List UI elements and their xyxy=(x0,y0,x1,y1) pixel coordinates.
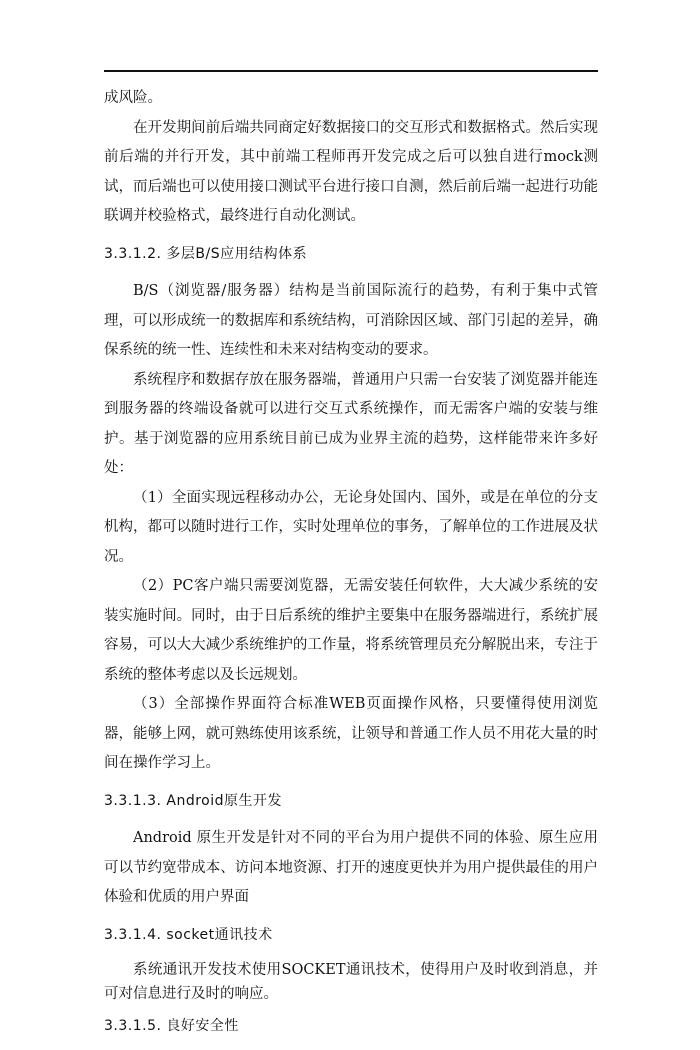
paragraph-interface-contract: 在开发期间前后端共同商定好数据接口的交互形式和数据格式。然后实现前后端的并行开发，其中前端工程师再开发完成之后可以独自进行mock测试，而后端也可以使用接口测试平台进行接口自测，然后前后端一起进行功能联调并校验格式，最终进行自动化测试。 xyxy=(104,119,598,224)
section-heading-android: 3.3.1.3. Android原生开发 xyxy=(104,792,283,809)
paragraph-server-side: 系统程序和数据存放在服务器端，普通用户只需一台安装了浏览器并能连到服务器的终端设备就可以进行交互式系统操作，而无需客户端的安装与维护。基于浏览器的应用系统目前已成为业界主流的趋势，这样能带来许多好处： xyxy=(104,371,598,476)
section-heading-security: 3.3.1.5. 良好安全性 xyxy=(104,1018,239,1034)
paragraph-bs-intro: B/S（浏览器/服务器）结构是当前国际流行的趋势，有利于集中式管理，可以形成统一的数据库和系统结构，可消除因区域、部门引起的差异，确保系统的统一性、连续性和未来对结构变动的要求。 xyxy=(104,283,598,358)
paragraph-continuation: 成风险。 xyxy=(104,90,162,106)
section-heading-bs-structure: 3.3.1.2. 多层B/S应用结构体系 xyxy=(104,245,308,262)
paragraph-android: Android 原生开发是针对不同的平台为用户提供不同的体验、原生应用可以节约宽带成本、访问本地资源、打开的速度更快并为用户提供最佳的用户体验和优质的用户界面 xyxy=(104,830,598,905)
list-item-benefit-1: （1）全面实现远程移动办公，无论身处国内、国外，或是在单位的分支机构，都可以随时进行工作，实时处理单位的事务，了解单位的工作进展及状况。 xyxy=(104,489,598,565)
list-item-benefit-2: （2）PC客户端只需要浏览器，无需安装任何软件，大大减少系统的安装实施时间。同时，由于日后系统的维护主要集中在服务器端进行，系统扩展容易，可以大大减少系统维护的工作量，将系统管理员充分解脱出来，专注于系统的整体考虑以及长远规划。 xyxy=(104,578,598,683)
document-body xyxy=(104,84,598,1050)
paragraph-socket: 系统通讯开发技术使用SOCKET通讯技术，使得用户及时收到消息，并可对信息进行及时的响应。 xyxy=(104,962,598,1002)
header-rule xyxy=(104,70,598,72)
section-heading-socket: 3.3.1.4. socket通讯技术 xyxy=(104,926,273,943)
list-item-benefit-3: （3）全部操作界面符合标准WEB页面操作风格，只要懂得使用浏览器，能够上网，就可熟练使用该系统，让领导和普通工作人员不用花大量的时间在操作学习上。 xyxy=(104,696,598,771)
